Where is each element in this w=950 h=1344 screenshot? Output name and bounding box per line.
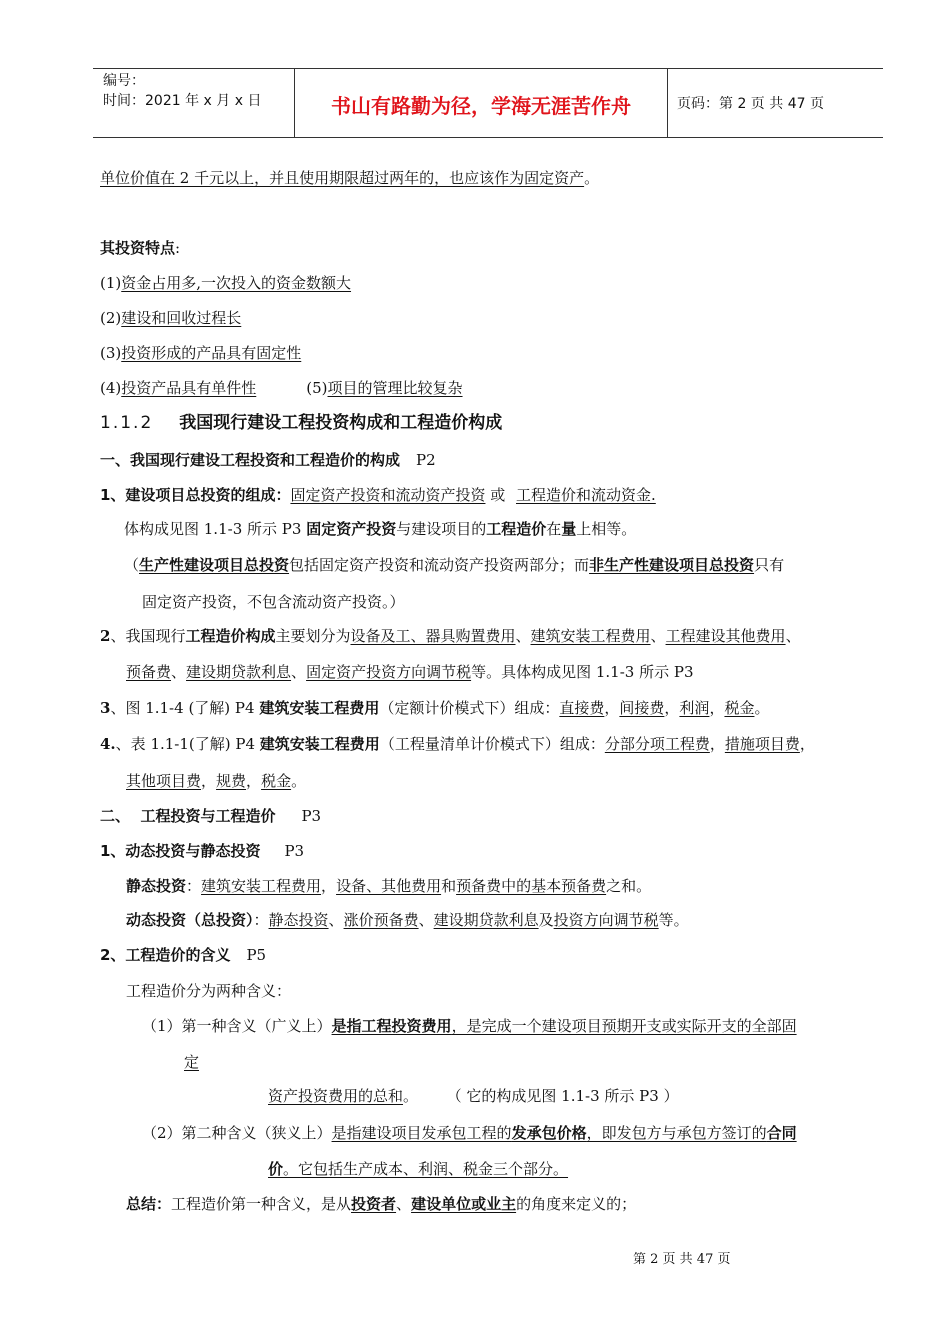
text: ， (709, 699, 725, 717)
paragraph (124, 555, 784, 575)
underlined-text: 资金占用多,一次投入的资金数额大 (121, 274, 352, 292)
text: 或 (485, 486, 511, 504)
text: 。 (291, 772, 307, 790)
underlined-text: 建设期贷款利息 (433, 911, 539, 929)
page-ref: P2 (416, 451, 436, 469)
subsection-heading (100, 841, 304, 861)
subsection-heading (100, 806, 321, 826)
header-motto: 书山有路勤为径，学海无涯苦作舟 (331, 94, 631, 118)
text: （定额计价模式下）组成： (379, 699, 560, 717)
paragraph (268, 1159, 568, 1179)
page-header (93, 68, 883, 138)
page-ref: P3 (301, 807, 322, 825)
bold-text: 建筑安装工程费用 (259, 699, 380, 717)
underlined-text: 其他项目费 (126, 772, 202, 790)
feature-item (100, 343, 301, 363)
text: 、 (650, 627, 666, 645)
underlined-text: 涨价预备费 (343, 911, 419, 929)
text: : (175, 239, 181, 257)
underlined-text: 建设和回收过程长 (121, 309, 242, 327)
underlined-text: 建筑安装工程费用 (530, 627, 651, 645)
text: 、 (396, 1195, 412, 1213)
text: 和 (441, 877, 457, 895)
underlined-text: ，即发包方与承包方签订的 (586, 1124, 767, 1142)
bold-text: 4. (100, 735, 116, 753)
underlined-text: 利润 (679, 699, 710, 717)
underlined-text: 静态投资 (268, 911, 329, 929)
bold-text: 1、建设项目总投资的组成： (100, 486, 291, 504)
paragraph (100, 626, 801, 646)
text: ， (799, 735, 815, 753)
text: （ (124, 556, 140, 574)
text: ， (709, 735, 725, 753)
bold-underlined-text: 是指工程投资费用 (331, 1017, 452, 1035)
item-number: (5) (306, 379, 328, 397)
text: 工程造价分为两种含义： (126, 982, 292, 1000)
text: 、图 1.1-4 (了解) P4 (110, 699, 260, 717)
text: 固定资产投资，不包含流动资产投资。） (142, 593, 405, 611)
bold-text: 3 (100, 699, 111, 717)
item-number: (1) (100, 274, 122, 292)
underlined-text: 单位价值在 2 千元以上，并且使用期限超过两年的，也应该作为固定资产 (100, 169, 585, 187)
heading: 二、 工程投资与工程造价 (100, 807, 276, 825)
bold-text: 动态投资（总投资） (126, 911, 254, 929)
text: 等。具体构成见图 1.1-3 所示 P3 (471, 663, 694, 681)
bold-underlined-text: 投资者 (351, 1195, 397, 1213)
heading: 一、我国现行建设工程投资和工程造价的构成 (100, 451, 401, 469)
header-info (103, 71, 293, 111)
underlined-text: 建筑安装工程费用 (201, 877, 322, 895)
features-title (100, 238, 180, 258)
feature-item (100, 308, 241, 328)
underlined-text: 固定资产投资和流动资产投资 (290, 486, 486, 504)
text: 只有 (754, 556, 785, 574)
text: 。 (584, 169, 600, 187)
underlined-text: 工程造价和流动资金. (516, 486, 656, 504)
underlined-text: 分部分项工程费 (604, 735, 710, 753)
paragraph (126, 981, 291, 1001)
underlined-text: 固定资产投资方向调节税 (306, 663, 472, 681)
bold-underlined-text: 生产性建设项目总投资 (139, 556, 290, 574)
text: （2）第二种含义（狭义上） (142, 1124, 332, 1142)
heading: 其投资特点 (100, 239, 176, 257)
paragraph (142, 592, 405, 612)
page-footer: 第 2 页 共 47 页 (633, 1252, 731, 1267)
item-number: (3) (100, 344, 122, 362)
doc-number-label: 编号： (103, 73, 145, 89)
bold-underlined-text: 合同 (766, 1124, 797, 1142)
section-title: 我国现行建设工程投资构成和工程造价构成 (179, 413, 503, 433)
bold-underlined-text: 非生产性建设项目总投资 (589, 556, 755, 574)
feature-item (100, 378, 463, 398)
text: 工程造价第一种含义，是从 (171, 1195, 352, 1213)
text: （工程量清单计价模式下）组成： (379, 735, 605, 753)
underlined-text: 预备费中的基本预备费 (456, 877, 607, 895)
heading: 2、工程造价的含义 (100, 946, 231, 964)
text: ， (664, 699, 680, 717)
text: ： (186, 877, 202, 895)
bold-text: 静态投资 (126, 877, 187, 895)
section-heading (100, 413, 502, 433)
paragraph (126, 662, 694, 682)
text: 、 (171, 663, 187, 681)
paragraph (100, 485, 656, 505)
bold-text: 量 (561, 520, 577, 538)
text: 与建设项目的 (396, 520, 487, 538)
underlined-text: 税金 (724, 699, 755, 717)
subsection-heading (100, 945, 266, 965)
paragraph (184, 1052, 199, 1072)
underlined-text: 措施项目费 (724, 735, 800, 753)
bold-text: 工程造价构成 (185, 627, 276, 645)
bold-underlined-text: 建设单位或业主 (411, 1195, 517, 1213)
text: 。 （ 它的构成见图 1.1-3 所示 P3 ） (403, 1087, 679, 1105)
text: 、 (418, 911, 434, 929)
bold-underlined-text: 发承包价格 (511, 1124, 587, 1142)
underlined-text: 工程建设其他费用 (665, 627, 786, 645)
header-page-label: 页码：第 2 页 共 47 页 (677, 96, 824, 112)
heading: 1、动态投资与静态投资 (100, 842, 261, 860)
text: 、 (291, 663, 307, 681)
text: 、 (785, 627, 801, 645)
item-number: (4) (100, 379, 122, 397)
underlined-text: 资产投资费用的总和 (268, 1087, 404, 1105)
text: ： (253, 911, 269, 929)
text: 、 (515, 627, 531, 645)
text: ， (604, 699, 620, 717)
text: 。 (754, 699, 770, 717)
bold-text: 固定资产投资 (306, 520, 397, 538)
text: 主要划分为 (275, 627, 351, 645)
bold-text: 2 (100, 627, 111, 645)
underlined-text: 定 (184, 1053, 200, 1071)
header-divider (667, 69, 668, 137)
paragraph (126, 876, 651, 896)
paragraph (100, 698, 769, 718)
paragraph (268, 1086, 679, 1106)
text: 、表 1.1-1(了解) P4 (115, 735, 260, 753)
underlined-text: 建设期贷款利息 (186, 663, 292, 681)
text: 等。 (658, 911, 689, 929)
page-ref: P5 (246, 946, 267, 964)
underlined-text: 间接费 (619, 699, 665, 717)
paragraph (142, 1016, 797, 1036)
paragraph (126, 771, 306, 791)
bold-underlined-text: 价 (268, 1160, 284, 1178)
underlined-text: 投资形成的产品具有固定性 (121, 344, 302, 362)
paragraph (126, 910, 689, 930)
underlined-text: 税金 (261, 772, 292, 790)
paragraph (142, 1123, 797, 1143)
underlined-text: 设备、其他费用 (336, 877, 442, 895)
underlined-text: 投资方向调节税 (553, 911, 659, 929)
text: （1）第一种含义（广义上） (142, 1017, 332, 1035)
text: ， (321, 877, 337, 895)
page-ref: P3 (284, 842, 305, 860)
text: ， (201, 772, 217, 790)
underlined-text: 直接费 (559, 699, 605, 717)
section-number: 1.1.2 (100, 413, 154, 433)
paragraph (100, 734, 815, 754)
paragraph (100, 168, 599, 188)
text: 包括固定资产投资和流动资产投资两部分；而 (289, 556, 590, 574)
bold-text: 工程造价 (486, 520, 547, 538)
subsection-heading (100, 450, 436, 470)
text: 的角度来定义的； (516, 1195, 637, 1213)
text: 之和。 (606, 877, 652, 895)
text: 、 (328, 911, 344, 929)
underlined-text: 项目的管理比较复杂 (327, 379, 463, 397)
text: ， (246, 772, 262, 790)
underlined-text: 。它包括生产成本、利润、税金三个部分。 (283, 1160, 569, 1178)
time-label: 时间：2021 年 x 月 x 日 (103, 93, 262, 109)
paragraph (126, 1194, 636, 1214)
text: 、我国现行 (110, 627, 186, 645)
underlined-text: 预备费 (126, 663, 172, 681)
underlined-text: 投资产品具有单件性 (121, 379, 257, 397)
text: 在 (546, 520, 562, 538)
item-number: (2) (100, 309, 122, 327)
bold-text: 总结： (126, 1195, 172, 1213)
paragraph (124, 519, 636, 539)
text: 体构成见图 1.1-3 所示 P3 (124, 520, 307, 538)
feature-item (100, 273, 351, 293)
underlined-text: 设备及工、器具购置费用 (350, 627, 516, 645)
underlined-text: 规费 (216, 772, 247, 790)
text: 上相等。 (576, 520, 637, 538)
bold-text: 建筑安装工程费用 (259, 735, 380, 753)
underlined-text: 是指建设项目发承包工程的 (331, 1124, 512, 1142)
text: 及 (538, 911, 554, 929)
underlined-text: ，是完成一个建设项目预期开支或实际开支的全部固 (451, 1017, 797, 1035)
